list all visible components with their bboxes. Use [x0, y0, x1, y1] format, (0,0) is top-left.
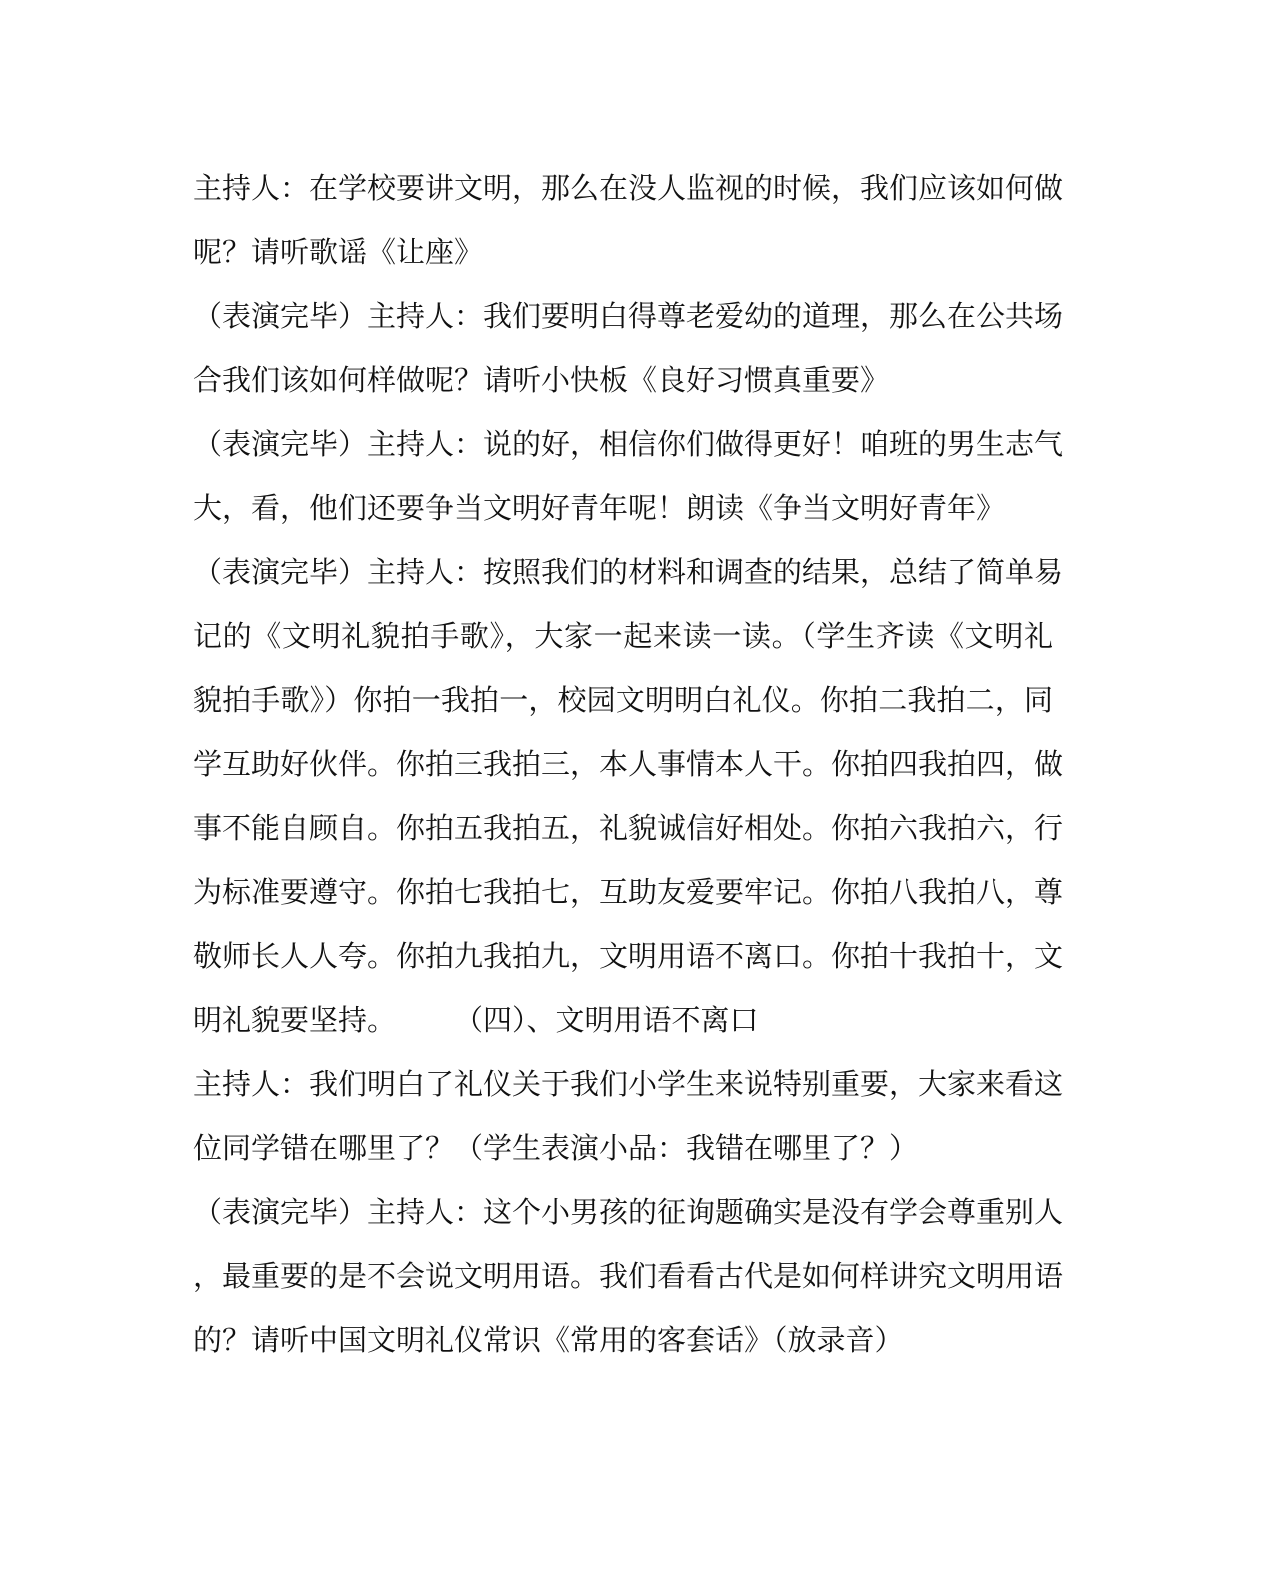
text-line-13: 敬师长人人夸。你拍九我拍九，文明用语不离口。你拍十我拍十，文 — [193, 939, 1064, 973]
text-line-9: 貌拍手歌》）你拍一我拍一，校园文明明白礼仪。你拍二我拍二，同 — [193, 683, 1053, 717]
text-line-8: 记的《文明礼貌拍手歌》，大家一起来读一读。（学生齐读《文明礼 — [193, 619, 1053, 653]
text-line-12: 为标准要遵守。你拍七我拍七，互助友爱要牢记。你拍八我拍八，尊 — [193, 875, 1064, 909]
text-line-14: 明礼貌要坚持。 （四）、文明用语不离口 — [193, 1003, 759, 1037]
text-line-4: 合我们该如何样做呢？请听小快板《良好习惯真重要》 — [193, 363, 890, 397]
text-line-3: （表演完毕）主持人：我们要明白得尊老爱幼的道理，那么在公共场 — [193, 299, 1064, 333]
text-line-2: 呢？请听歌谣《让座》 — [193, 235, 484, 269]
text-line-19: 的？请听中国文明礼仪常识《常用的客套话》（放录音） — [193, 1323, 904, 1357]
text-line-7: （表演完毕）主持人：按照我们的材料和调查的结果，总结了简单易 — [193, 555, 1064, 589]
text-line-11: 事不能自顾自。你拍五我拍五，礼貌诚信好相处。你拍六我拍六，行 — [193, 811, 1064, 845]
text-line-6: 大，看，他们还要争当文明好青年呢！朗读《争当文明好青年》 — [193, 491, 1006, 525]
text-line-15: 主持人：我们明白了礼仪关于我们小学生来说特别重要，大家来看这 — [193, 1067, 1064, 1101]
text-line-18: ，最重要的是不会说文明用语。我们看看古代是如何样讲究文明用语 — [193, 1259, 1064, 1293]
text-line-17: （表演完毕）主持人：这个小男孩的征询题确实是没有学会尊重别人 — [193, 1195, 1064, 1229]
text-line-10: 学互助好伙伴。你拍三我拍三，本人事情本人干。你拍四我拍四，做 — [193, 747, 1064, 781]
text-line-1: 主持人：在学校要讲文明，那么在没人监视的时候，我们应该如何做 — [193, 171, 1064, 205]
text-line-5: （表演完毕）主持人：说的好，相信你们做得更好！咱班的男生志气 — [193, 427, 1064, 461]
text-line-16: 位同学错在哪里了？（学生表演小品：我错在哪里了？） — [193, 1131, 919, 1165]
